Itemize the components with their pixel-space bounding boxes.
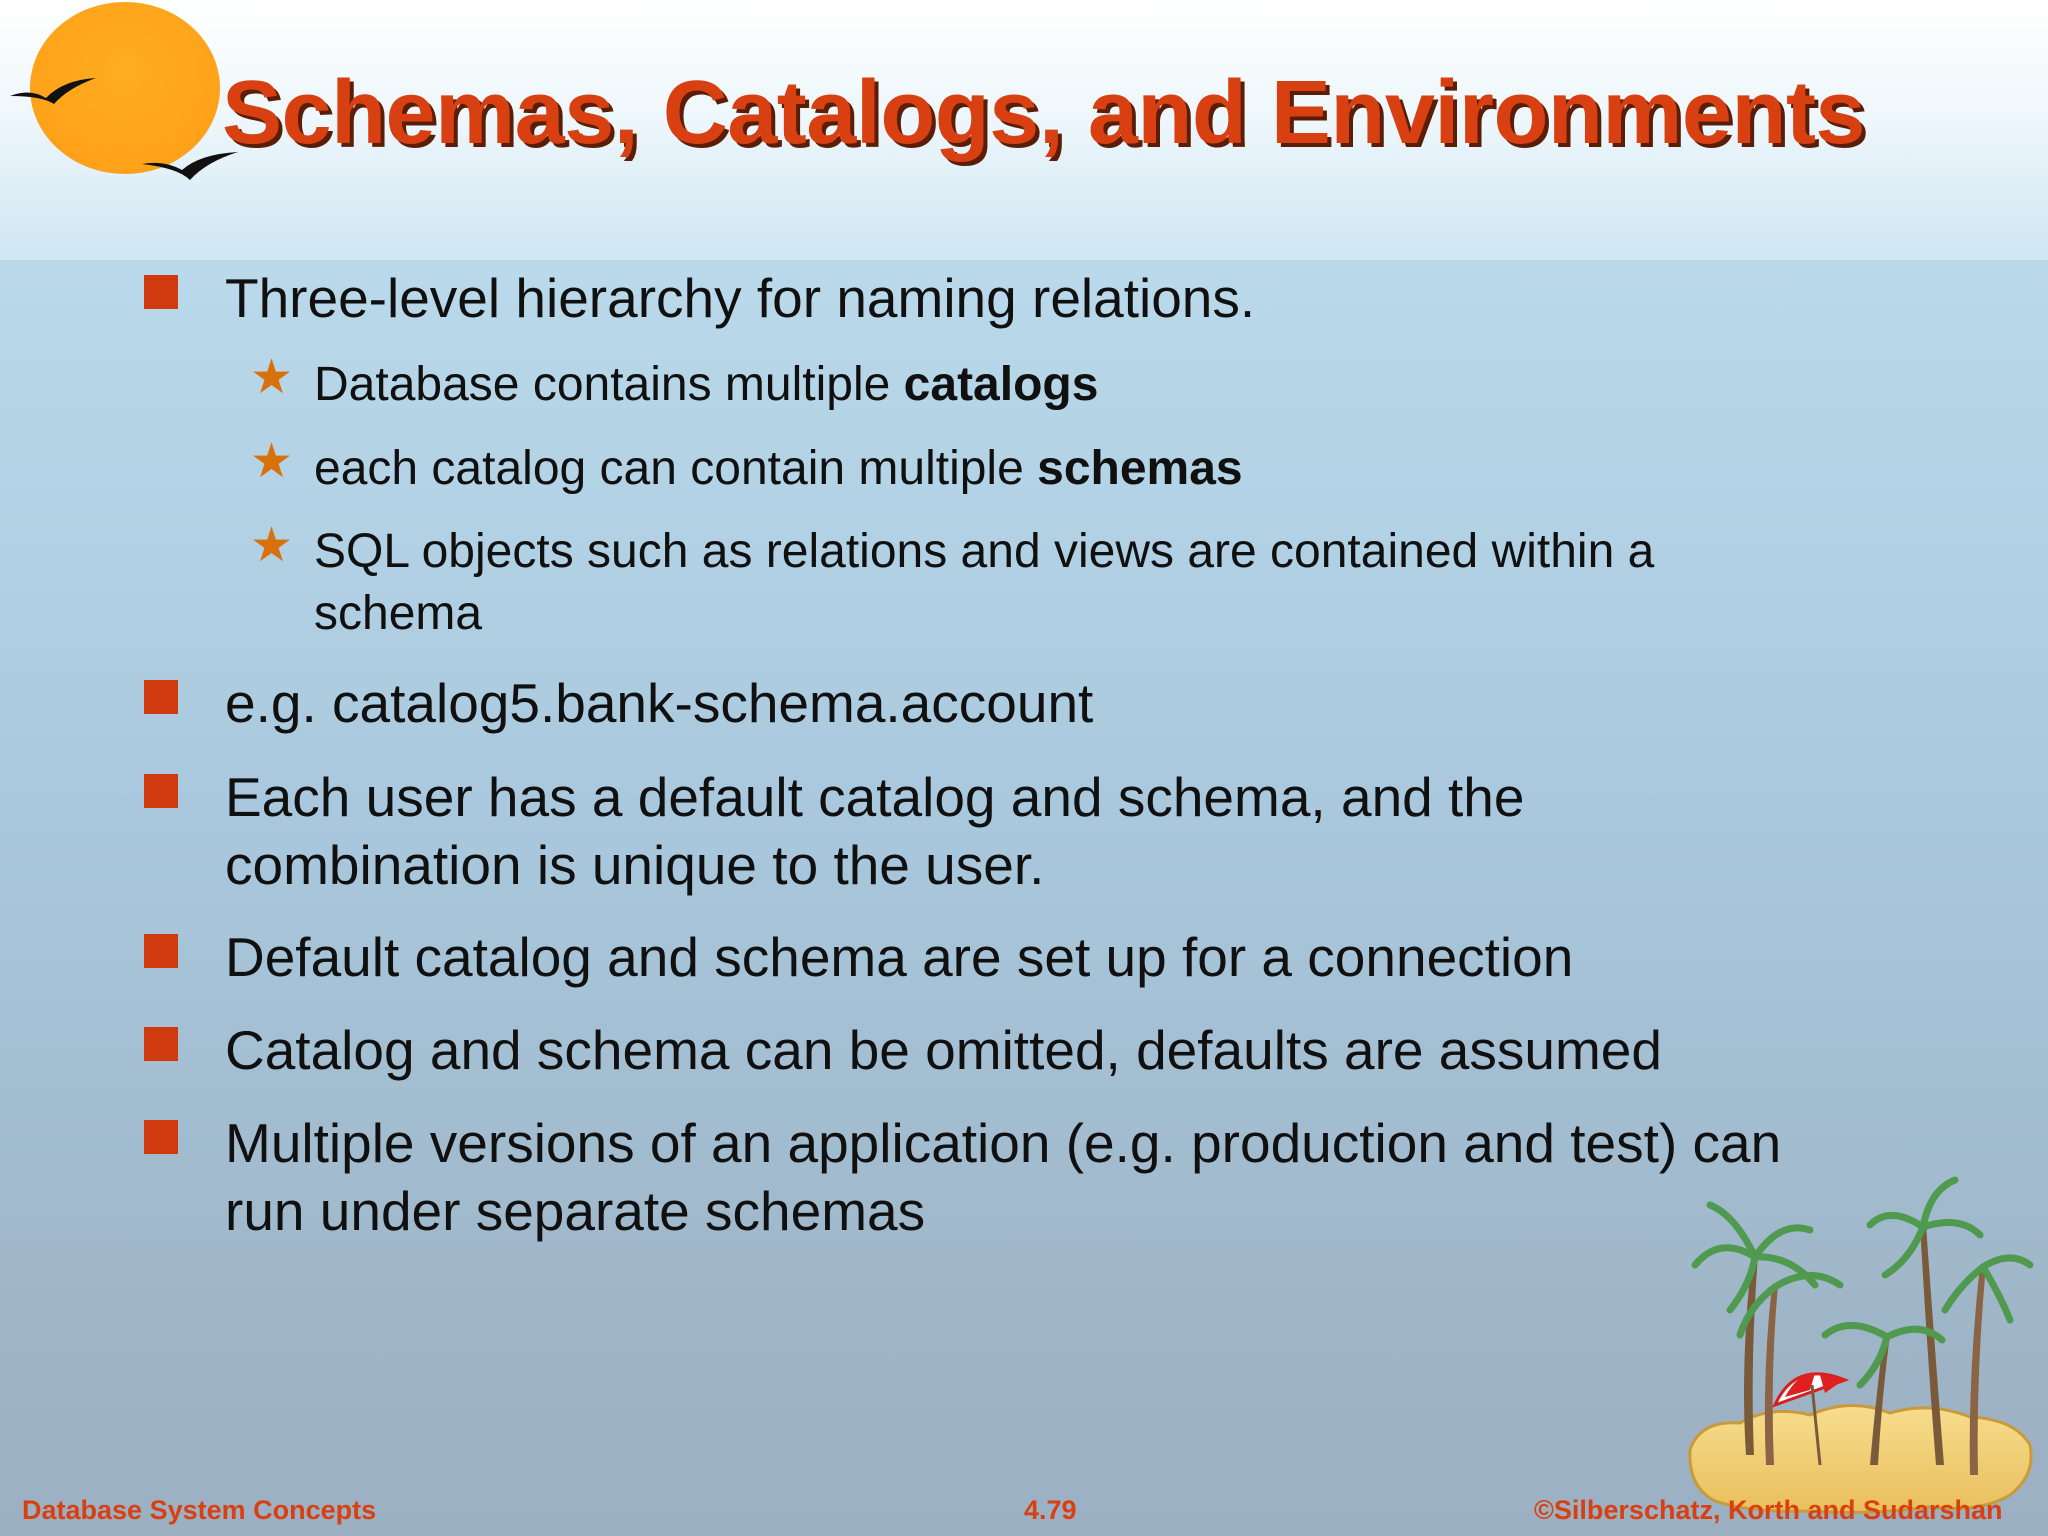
subbullet-text	[314, 354, 1098, 416]
subbullet-text-line1: SQL objects such as relations and views are contained within a	[314, 525, 1655, 578]
bullet-square-icon	[144, 275, 178, 309]
footer-page-number: 4.79	[1024, 1495, 1077, 1525]
bullet-square-icon	[144, 934, 178, 968]
bullet-text: Three-level hierarchy for naming relations.	[225, 267, 1256, 329]
subbullet-bold: schemas	[1037, 442, 1243, 495]
bullet-square-icon	[144, 680, 178, 714]
subbullet-prefix: Database contains multiple	[314, 358, 904, 411]
island-palm-trees-icon	[1680, 1135, 2040, 1515]
bullet-text: Catalog and schema can be omitted, defaults are assumed	[225, 1019, 1662, 1081]
subbullet-bold: catalogs	[903, 358, 1099, 411]
star-bullet-icon: ★	[250, 435, 294, 488]
subbullet-prefix: each catalog can contain multiple	[314, 442, 1038, 495]
star-bullet-icon: ★	[250, 351, 294, 404]
bullet-square-icon	[144, 1120, 178, 1154]
bird-icon	[8, 72, 98, 112]
bullet-square-icon	[144, 774, 178, 808]
bullet-text-line2: run under separate schemas	[225, 1180, 926, 1242]
bullet-square-icon	[144, 1027, 178, 1061]
slide-title: Schemas, Catalogs, and Environments	[222, 63, 1865, 163]
bullet-text: e.g. catalog5.bank-schema.account	[225, 672, 1094, 734]
bullet-text-line2: combination is unique to the user.	[225, 834, 1045, 896]
bullet-text-line1: Multiple versions of an application (e.g. production and test) can	[225, 1112, 1782, 1174]
footer-course: Database System Concepts	[22, 1495, 377, 1525]
star-bullet-icon: ★	[250, 519, 294, 572]
subbullet-text	[314, 438, 1243, 500]
bullet-text: Default catalog and schema are set up for a connection	[225, 926, 1574, 988]
subbullet-text-line2: schema	[314, 587, 483, 640]
footer-copyright: ©Silberschatz, Korth and Sudarshan	[1534, 1495, 2003, 1525]
bullet-text-line1: Each user has a default catalog and schema, and the	[225, 766, 1525, 828]
